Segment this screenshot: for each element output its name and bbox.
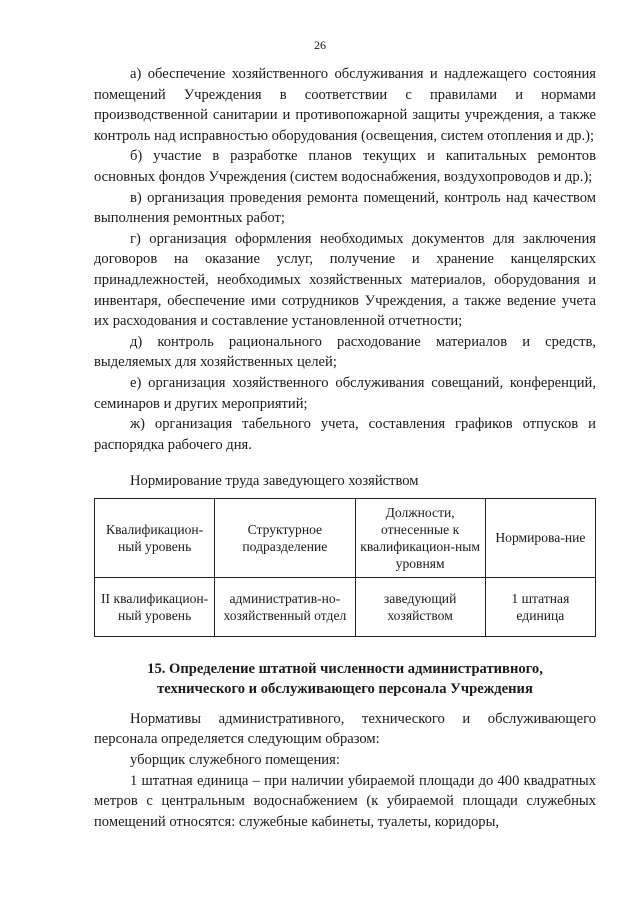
section-title-line-2: технического и обслуживающего персонала Учреждения — [157, 680, 533, 697]
section-title — [94, 659, 596, 699]
cell-qualification-level: II квалификацион-ный уровень — [95, 577, 215, 636]
table-caption: Нормирование труда заведующего хозяйством — [130, 473, 419, 490]
paragraph-cleaner-norm: 1 штатная единица – при наличии убираемой площади до 400 квадратных метров с центральным водоснабжением (к убираемой площади служебных помещений относятся: служебные кабинеты, туалеты, коридоры, — [94, 772, 596, 830]
header-qualification-level: Квалификацион-ный уровень — [95, 498, 215, 577]
paragraph-d: д) контроль рационального расходование материалов и средств, выделяемых для хозяйственных целей; — [94, 333, 596, 371]
paragraph-b: б) участие в разработке планов текущих и капитальных ремонтов основных фондов Учреждения (систем водоснабжения, воздухопроводов и др.); — [94, 148, 596, 185]
paragraph-g: г) организация оформления необходимых документов для заключения договоров на оказание услуг, получение и хранение канцелярских принадлежностей, необходимых хозяйственных материалов, оборудования и инвентаря, обеспечение ими сотрудников Учреждения, а также ведение учета их расходования и составление установленной отчетности; — [94, 230, 596, 330]
paragraph-norms-intro: Нормативы административного, технического и обслуживающего персонала определяется следующим образом: — [94, 710, 596, 748]
paragraph-v: в) организация проведения ремонта помещений, контроль над качеством выполнения ремонтных работ; — [94, 189, 596, 227]
paragraph-a: а) обеспечение хозяйственного обслуживания и надлежащего состояния помещений Учреждения в соответствии с правилами и нормами производственной санитарии и противопожарной защиты учреждения, а также контроль над исправностью оборудования (освещения, систем отопления и др.); — [94, 66, 596, 144]
labor-norm-table — [94, 498, 596, 637]
cell-norm: 1 штатная единица — [485, 577, 595, 636]
cell-position: заведующий хозяйством — [355, 577, 485, 636]
header-positions: Должности, отнесенные к квалификацион-ным уровням — [355, 498, 485, 577]
paragraph-cleaner: уборщик служебного помещения: — [130, 752, 340, 769]
page-number: 26 — [314, 38, 326, 52]
cell-structural-unit: административ-но-хозяйственный отдел — [215, 577, 355, 636]
section-title-line-1: 15. Определение штатной численности административного, — [147, 660, 543, 677]
table-header-row — [95, 498, 596, 577]
header-norm: Нормирова-ние — [485, 498, 595, 577]
paragraph-zh: ж) организация табельного учета, составления графиков отпусков и распорядка рабочего дня. — [94, 416, 596, 453]
page-content — [94, 64, 596, 832]
table-row — [95, 577, 596, 636]
paragraph-e: е) организация хозяйственного обслуживания совещаний, конференций, семинаров и других мероприятий; — [94, 374, 596, 412]
header-structural-unit: Структурное подразделение — [215, 498, 355, 577]
